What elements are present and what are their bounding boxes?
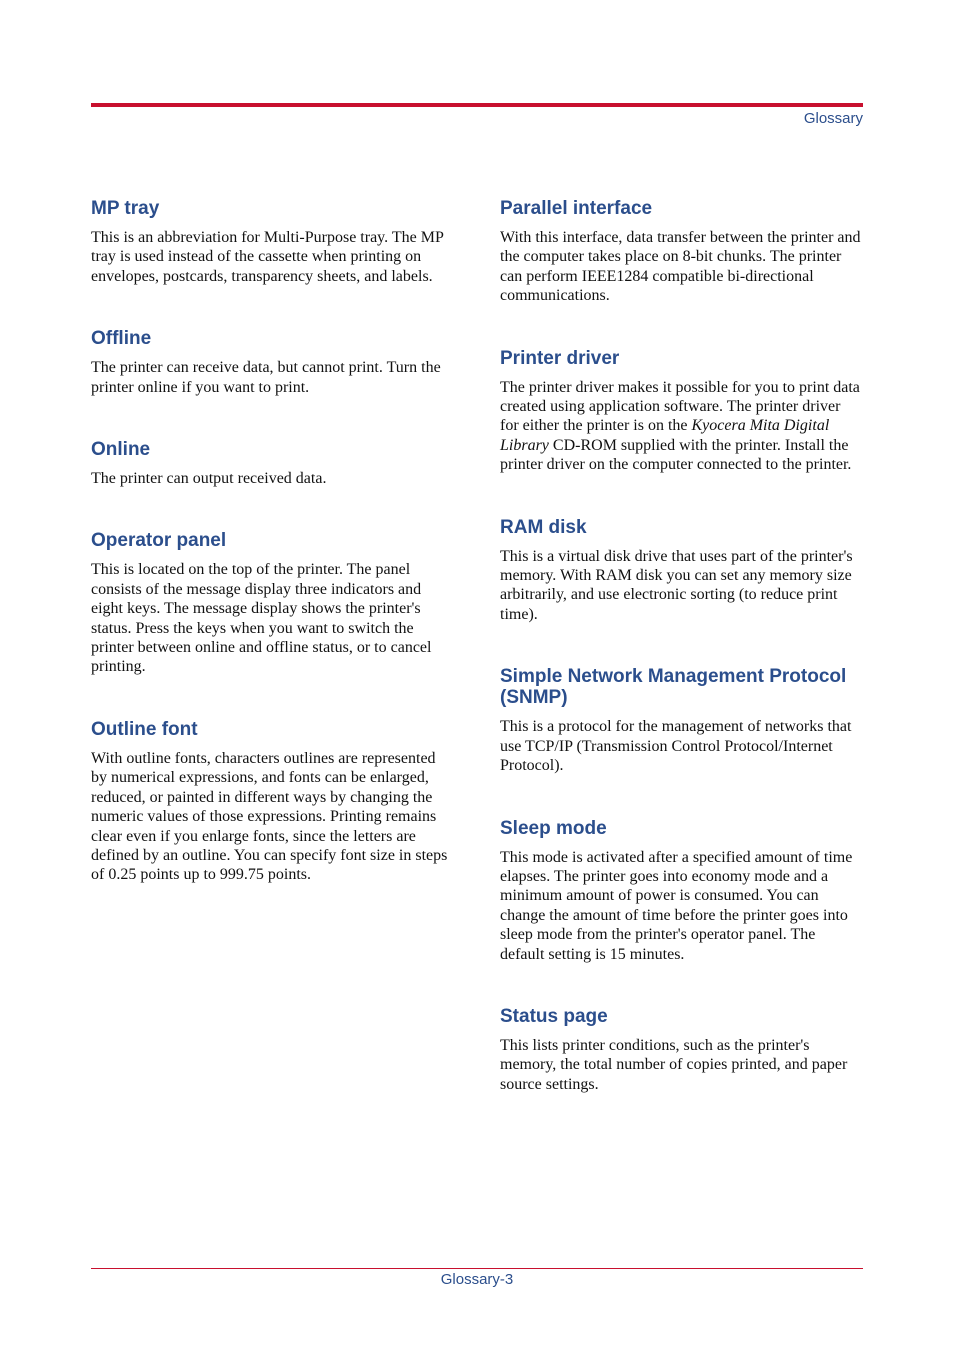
glossary-entry-ram-disk bbox=[500, 517, 862, 625]
glossary-definition: The printer can receive data, but cannot print. Turn the printer online if you want to print. bbox=[91, 359, 441, 396]
glossary-definition: With this interface, data transfer between the printer and the computer takes place on 8-bit chunks. The printer can perform IEEE1284 compatible bi-directional communications. bbox=[500, 229, 861, 305]
glossary-term: Status page bbox=[500, 1005, 608, 1027]
glossary-term: Offline bbox=[91, 328, 152, 350]
glossary-term: RAM disk bbox=[500, 516, 587, 538]
glossary-entry-mp-tray bbox=[91, 198, 453, 286]
glossary-definition bbox=[500, 378, 862, 475]
glossary-definition: This is a protocol for the management of networks that use TCP/IP (Transmission Control Protocol/Internet Protocol). bbox=[500, 718, 852, 775]
publication-title: Kyocera Mita Digital Library bbox=[500, 417, 830, 454]
glossary-term: Outline font bbox=[91, 718, 198, 740]
glossary-column-right bbox=[500, 198, 862, 1094]
glossary-term: MP tray bbox=[91, 198, 160, 219]
glossary-definition: This mode is activated after a specified amount of time elapses. The printer goes into economy mode and a minimum amount of power is consumed. You can change the amount of time before the printer goes into sleep mode from the printer's operator panel. The default setting is 15 minutes. bbox=[500, 848, 853, 963]
glossary-entry-status-page bbox=[500, 1006, 862, 1094]
glossary-term: Online bbox=[91, 439, 151, 461]
header-rule bbox=[91, 103, 863, 107]
glossary-definition: This is a virtual disk drive that uses part of the printer's memory. With RAM disk you can set any memory size arbitrarily, and use electronic sorting (to reduce print time). bbox=[500, 547, 853, 623]
definition-text: CD-ROM supplied with the printer. Install the printer driver on the computer connected to the printer. bbox=[500, 436, 852, 474]
glossary-definition: The printer can output received data. bbox=[91, 470, 327, 488]
glossary-entry-offline bbox=[91, 328, 453, 397]
glossary-entry-online bbox=[91, 439, 453, 488]
glossary-term: Simple Network Management Protocol (SNMP) bbox=[500, 666, 847, 709]
glossary-entry-outline-font bbox=[91, 719, 453, 885]
glossary-column-left bbox=[91, 198, 453, 885]
glossary-term: Operator panel bbox=[91, 530, 227, 552]
glossary-entry-sleep-mode bbox=[500, 818, 862, 964]
glossary-entry-printer-driver bbox=[500, 348, 862, 475]
page-number: Glossary-3 bbox=[440, 1271, 514, 1288]
glossary-term: Parallel interface bbox=[500, 198, 653, 219]
glossary-term: Printer driver bbox=[500, 347, 620, 369]
glossary-entry-snmp bbox=[500, 666, 862, 775]
glossary-entry-parallel-interface bbox=[500, 198, 862, 306]
glossary-definition: This is an abbreviation for Multi-Purpose tray. The MP tray is used instead of the cassette when printing on envelopes, postcards, transparency sheets, and labels. bbox=[91, 229, 444, 285]
glossary-definition: With outline fonts, characters outlines are represented by numerical expressions, and fonts can be enlarged, reduced, or painted in different ways by changing the numeric values of those expressions. Printing remains clear even if you enlarge fonts, since the letters are defined by an outline. You can specify font size in steps of 0.25 points up to 999.75 points. bbox=[91, 749, 448, 884]
glossary-definition: This is located on the top of the printer. The panel consists of the message display three indicators and eight keys. The message display shows the printer's status. Press the keys when you want to switch the printer between online and offline status, or to cancel printing. bbox=[91, 561, 432, 676]
definition-text: The printer driver makes it possible for you to print data created using application software. The printer driver for either the printer is on the bbox=[500, 378, 860, 435]
glossary-entry-operator-panel bbox=[91, 530, 453, 676]
glossary-definition: This lists printer conditions, such as the printer's memory, the total number of copies printed, and paper source settings. bbox=[500, 1036, 848, 1093]
footer-rule bbox=[91, 1268, 863, 1269]
glossary-term: Sleep mode bbox=[500, 817, 607, 839]
running-header: Glossary bbox=[803, 110, 863, 127]
